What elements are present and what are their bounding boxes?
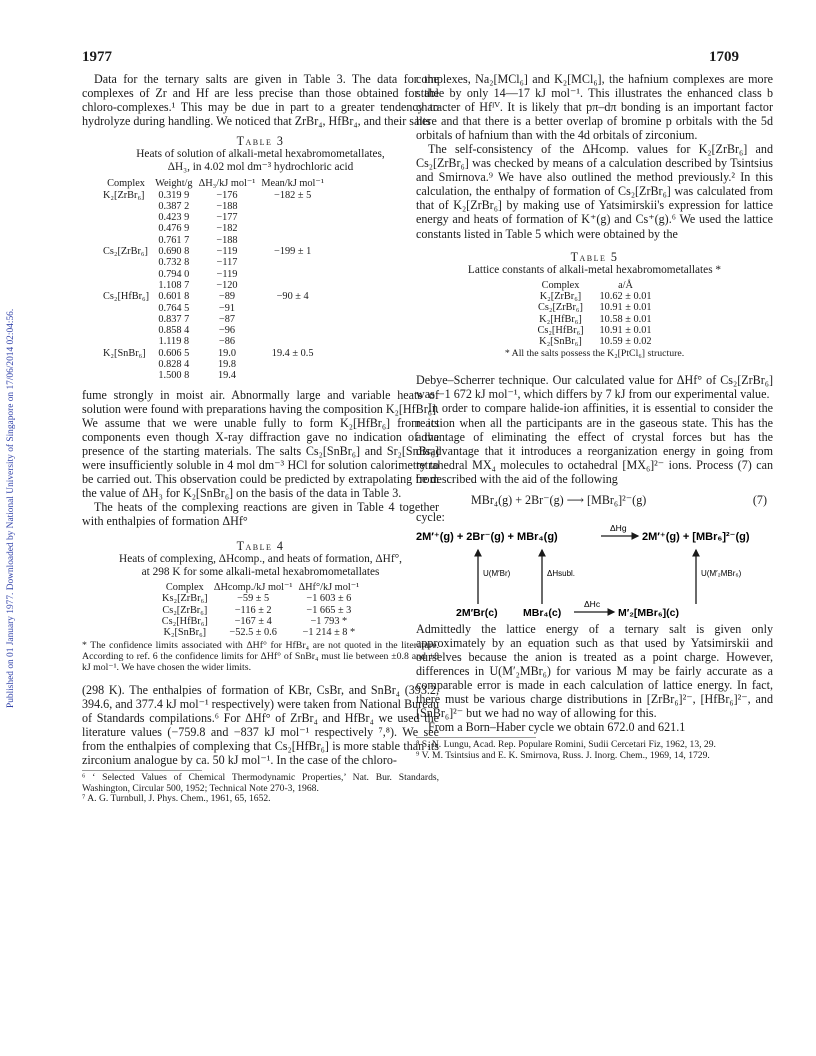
table-row	[100, 269, 327, 280]
table-cell: −182	[216, 223, 238, 235]
cycle-bottom-arrow-label: ΔHc	[584, 598, 601, 609]
table-header-cell: ΔHf°/kJ mol⁻¹	[298, 582, 360, 594]
table-row	[529, 336, 659, 347]
cycle-mid-arrow-label: ΔHsubl.	[547, 568, 576, 578]
table-cell: 0.837 7	[158, 313, 190, 325]
table-cell: K₂[SnBr₆]	[103, 347, 146, 359]
cycle-label: cycle:	[416, 509, 445, 524]
table-cell: −87	[218, 313, 236, 325]
table-cell: −167 ± 4	[234, 615, 272, 627]
footnote: ⁸ S. N. Lungu, Acad. Rep. Populare Romini, Sudii Cercetari Fiz, 1962, 13, 29.	[416, 739, 716, 751]
table-cell: 0.732 8	[158, 257, 190, 269]
table-cell: −116 ± 2	[234, 604, 272, 616]
table-cell: −96	[218, 325, 236, 337]
table-cell: −1 793 *	[310, 615, 348, 627]
table-row	[100, 370, 327, 381]
table-cell: −182 ± 5	[274, 189, 312, 201]
journal-year: 1977	[82, 49, 112, 65]
table-cell: 0.764 5	[158, 302, 190, 314]
table-row	[100, 325, 327, 336]
table-header-cell: ΔHcomp./kJ mol⁻¹	[213, 582, 293, 594]
table-row	[100, 235, 327, 246]
table-cell	[100, 201, 152, 212]
table-cell: K₂[HfBr₆]	[539, 313, 582, 325]
table-header-cell: Complex	[541, 279, 580, 291]
cycle-bottom-right: M′₂[MBr₆](c)	[618, 606, 679, 619]
table-cell: K₂[ZrBr₆]	[103, 189, 145, 201]
table-cell: −1 665 ± 3	[306, 604, 352, 616]
footnote: ⁷ A. G. Turnbull, J. Phys. Chem., 1961, 65, 1652.	[82, 793, 271, 805]
table-cell	[100, 257, 152, 268]
table-row	[100, 201, 327, 212]
table-cell: −117	[216, 257, 238, 269]
table-cell: −199 ± 1	[274, 246, 312, 258]
paragraph: In order to compare halide-ion affinities, it is essential to consider the reaction when all the participants are in the gaseous state. This has the advantage of eliminating the effect of crystal forces but has the disadvantage that it introduces a reorganization energy in going from tetrahedral MX₄ molecules to octahedral [MX₆]²⁻ ions. Process (7) can be described with the aid of the following	[416, 401, 773, 486]
table-5-caption: Table 5 Lattice constants of alkali-metal hexabromometallates *	[467, 249, 722, 276]
table-header-cell: a/Å	[618, 279, 633, 291]
table-cell: −90 ± 4	[276, 291, 309, 303]
table-cell: Cs₂[HfBr₆]	[161, 615, 208, 627]
table-cell	[258, 314, 327, 325]
table-cell	[100, 359, 152, 370]
table-cell: 1.500 8	[158, 370, 190, 382]
paragraph: Admittedly the lattice energy of a ternary salt is given only approximately by an equation such as that used by Yatsimirskii and ourselves because the anion is treated as a point charge. However, differences in U(M′₂MBr₆) for various M may be fairly accurate as a comparable error is made in each calculation of lattice energy. In fact, there must be various charge distributions in [ZrBr₆]²⁻, [HfBr₆]²⁻, and [SnBr₆]²⁻ but we had no way of allowing for this.	[416, 621, 773, 721]
table-cell: 0.858 4	[158, 325, 190, 337]
table-4	[159, 582, 362, 638]
paragraph: The self-consistency of the ΔHcomp. values for K₂[ZrBr₆] and Cs₂[ZrBr₆] was checked by means of a calculation described by Tsintsius and Smirnova.⁹ We have also outlined the method previously.² In this calculation, the enthalpy of formation of Cs₂[ZrBr₆] was calculated from that of K₂[ZrBr₆] by making use of Yatsimirskii's expression for lattice energy and heats of formation of K⁺(g) and Cs⁺(g).⁶ We used the lattice constants listed in Table 5 which were obtained by the	[416, 142, 773, 241]
paragraph: Debye–Scherrer technique. Our calculated value for ΔHf° of Cs₂[ZrBr₆] was −1 672 kJ mol⁻¹, which differs by 7 kJ from our experimental value.	[416, 373, 773, 402]
table-cell: 0.601 8	[158, 291, 190, 303]
table-cell: −89	[218, 291, 236, 303]
table-cell: −119	[216, 268, 238, 280]
table-row	[529, 314, 659, 325]
table-cell: 10.62 ± 0.01	[599, 290, 652, 302]
table-header-cell: Weight/g	[155, 178, 193, 190]
cycle-bottom-mid: MBr₄(c)	[523, 606, 562, 619]
table-cell: −91	[218, 302, 236, 314]
table-header-cell: Complex	[107, 178, 145, 190]
right-column	[416, 72, 773, 762]
table-cell: −120	[216, 279, 238, 291]
table-row	[529, 302, 659, 313]
download-watermark: Published on 01 January 1977. Downloaded by National University of Singapore on 17/06/2014 02:04:56.	[6, 308, 16, 708]
table-cell	[258, 269, 327, 280]
footnotes	[416, 737, 773, 762]
table-cell: 19.0	[217, 347, 236, 359]
cycle-top-arrow-label: ΔHg	[610, 523, 627, 533]
table-cell: 10.91 ± 0.01	[599, 324, 652, 336]
table-cell: 10.91 ± 0.01	[599, 302, 652, 314]
table-row	[100, 280, 327, 291]
table-row	[159, 605, 362, 616]
table-cell	[258, 325, 327, 336]
table-cell: 0.319 9	[158, 189, 190, 201]
table-row	[159, 616, 362, 627]
table-cell: −188	[216, 234, 238, 246]
paragraph: fume strongly in moist air. Abnormally large and variable heats of solution were found with preparations having the composition K₂[HfBr₆]. We assume that we were unable fully to form K₂[HfBr₆] from its components even though X-ray diffraction gave no indication of the presence of the starting materials. The salts Cs₂[SnBr₆] and Sr₂[SnBr₆] were insufficiently soluble in 4 mol dm⁻³ HCl for solution calorimetry to be carried out. This observation could be predicted by extrapolating from the value of ΔH₃ for K₂[SnBr₆] on the basis of the data in Table 3.	[82, 387, 439, 500]
table-row	[100, 257, 327, 268]
table-cell	[258, 235, 327, 246]
table-cell: 10.59 ± 0.02	[599, 336, 652, 348]
table-cell	[100, 280, 152, 291]
table-header-cell: Complex	[165, 582, 204, 594]
left-column	[82, 72, 439, 805]
table-cell: Cs₂[ZrBr₆]	[538, 302, 583, 314]
table-cell: −119	[216, 246, 238, 258]
table-row	[529, 325, 659, 336]
table-3	[100, 178, 327, 381]
table-cell: Cs₂[HfBr₆]	[103, 291, 150, 303]
table-cell: −86	[218, 336, 236, 348]
footnote: ⁶ ‘ Selected Values of Chemical Thermodynamic Properties,’ Nat. Bur. Standards, Washington, Circular 500, 1952; Technical Note 270-3, 1968.	[82, 771, 439, 794]
table-cell: 0.387 2	[158, 200, 190, 212]
table-cell	[100, 325, 152, 336]
table-cell: 1.108 7	[158, 279, 190, 291]
table-4-note: * The confidence limits associated with ΔHf° for HfBr₄ are not quoted in the literature. According to ref. 6 the confidence limits for ΔHf° of SnBr₄ must lie between ±0.8 and ±8 kJ mol⁻¹. We have chosen the wider limits.	[82, 639, 439, 673]
table-row	[100, 314, 327, 325]
paragraph: From a Born–Haber cycle we obtain 672.0 and 621.1	[428, 720, 686, 735]
table-cell: K₂[SnBr₆]	[539, 336, 582, 348]
table-cell	[100, 269, 152, 280]
table-cell	[100, 235, 152, 246]
table-cell	[258, 336, 327, 347]
table-cell: Cs₂[ZrBr₆]	[103, 246, 148, 258]
born-haber-cycle-diagram	[416, 524, 773, 622]
table-4-caption: Table 4 Heats of complexing, ΔHcomp., and heats of formation, ΔHf°, at 298 K for some alkali-metal hexabromometallates	[119, 539, 402, 579]
table-row	[100, 212, 327, 223]
table-row	[100, 190, 327, 201]
table-row	[100, 246, 327, 257]
table-cell: −1 603 ± 6	[306, 593, 352, 605]
table-cell	[258, 370, 327, 381]
equation-7	[416, 493, 773, 507]
table-cell	[258, 280, 327, 291]
table-cell: K₂[SnBr₆]	[163, 627, 207, 639]
table-cell: 0.476 9	[158, 223, 190, 235]
table-cell: Cs₂[HfBr₆]	[537, 324, 584, 336]
table-cell	[258, 303, 327, 314]
table-cell	[100, 223, 152, 234]
table-cell: K₂[ZrBr₆]	[539, 290, 582, 302]
equation-number: (7)	[752, 492, 767, 507]
table-row	[100, 303, 327, 314]
table-row	[100, 223, 327, 234]
page-number: 1709	[709, 49, 739, 65]
footnote: ⁹ V. M. Tsintsius and E. K. Smirnova, Russ. J. Inorg. Chem., 1969, 14, 1729.	[416, 750, 710, 762]
table-row	[159, 593, 362, 604]
table-cell: Ks₂[ZrBr₆]	[162, 593, 208, 605]
table-cell	[100, 370, 152, 381]
table-row	[100, 348, 327, 359]
table-cell: Cs₂[ZrBr₆]	[162, 604, 208, 616]
table-cell: 10.58 ± 0.01	[599, 313, 652, 325]
table-cell: 0.794 0	[158, 268, 190, 280]
table-cell: −52.5 ± 0.6	[229, 627, 277, 639]
table-5-note: * All the salts possess the K₂[PtCl₆] structure.	[504, 348, 685, 360]
equation: MBr₄(g) + 2Br⁻(g) ⟶ [MBr₆]²⁻(g)	[471, 492, 647, 507]
table-cell	[100, 212, 152, 223]
table-cell	[100, 303, 152, 314]
table-row	[529, 291, 659, 302]
cycle-top-right: 2M′⁺(g) + [MBr₆]²⁻(g)	[642, 530, 750, 543]
table-cell: −188	[216, 200, 238, 212]
table-row	[159, 627, 362, 638]
table-cell: 19.4 ± 0.5	[271, 347, 314, 359]
table-cell: 1.119 8	[158, 336, 190, 348]
table-cell: 0.423 9	[158, 212, 190, 224]
paragraph: (298 K). The enthalpies of formation of KBr, CsBr, and SnBr₄ (393.2, 394.6, and 377.4 kJ mol⁻¹ respectively) were taken from National Bureau of Standards compilations.⁶ For ΔHf° of ZrBr₄ and HfBr₄ we used the literature values (−759.8 and −837 kJ mol⁻¹ respectively ⁷,⁸). We see from the enthalpies of complexing that Cs₂[HfBr₆] is more stable than its zirconium analogue by ca. 50 kJ mol⁻¹. In the case of the chloro-	[82, 682, 439, 767]
table-5	[529, 280, 659, 348]
table-cell	[100, 314, 152, 325]
table-cell	[258, 257, 327, 268]
table-cell: −59 ± 5	[237, 593, 270, 605]
table-cell: 19.8	[217, 358, 236, 370]
table-cell	[258, 212, 327, 223]
paragraph: complexes, Na₂[MCl₆] and K₂[MCl₆], the hafnium complexes are more stable by only 14—17 kJ mol⁻¹. This illustrates the enhanced class b character of Hfᴵⱽ. It is likely that pπ–dπ bonding is an important factor here and that there is a better overlap of bromine p orbitals with the 5d orbitals of hafnium than with the 4d orbitals of zirconium.	[416, 72, 773, 143]
paragraph: Data for the ternary salts are given in Table 3. The data for the complexes of Zr and Hf are less precise than those obtained for the chloro-complexes.¹ This may be due in part to a greater tendency to hydrolyze during handling. We noticed that ZrBr₄, HfBr₄, and their salts	[82, 72, 439, 129]
paragraph: The heats of the complexing reactions are given in Table 4 together with enthalpies of formation ΔHf°	[82, 499, 439, 528]
table-row	[100, 359, 327, 370]
table-cell: 19.4	[217, 370, 236, 382]
footnotes	[82, 770, 439, 805]
table-cell: −176	[216, 189, 238, 201]
cycle-top-left: 2M′⁺(g) + 2Br⁻(g) + MBr₄(g)	[416, 530, 558, 543]
table-header-cell: ΔH₃/kJ mol⁻¹	[198, 178, 256, 190]
cycle-left-arrow-label: U(M′Br)	[483, 568, 511, 578]
table-cell	[100, 336, 152, 347]
table-cell	[258, 201, 327, 212]
cycle-bottom-left: 2M′Br(c)	[456, 606, 498, 619]
table-cell	[258, 223, 327, 234]
table-cell: 0.690 8	[158, 246, 190, 258]
table-cell: −1 214 ± 8 *	[302, 627, 356, 639]
table-3-caption: Table 3 Heats of solution of alkali-metal hexabromometallates, ΔH₃, in 4.02 mol dm⁻³ hydrochloric acid	[136, 134, 385, 174]
table-cell: 0.606 5	[158, 347, 190, 359]
cycle-right-arrow-label: U(M′₂MBr₆)	[701, 568, 742, 578]
table-cell	[258, 359, 327, 370]
table-row	[100, 336, 327, 347]
table-cell: 0.761 7	[158, 234, 190, 246]
table-cell: −177	[216, 212, 238, 224]
table-cell: 0.828 4	[158, 358, 190, 370]
table-header-cell: Mean/kJ mol⁻¹	[261, 178, 324, 190]
table-row	[100, 291, 327, 302]
